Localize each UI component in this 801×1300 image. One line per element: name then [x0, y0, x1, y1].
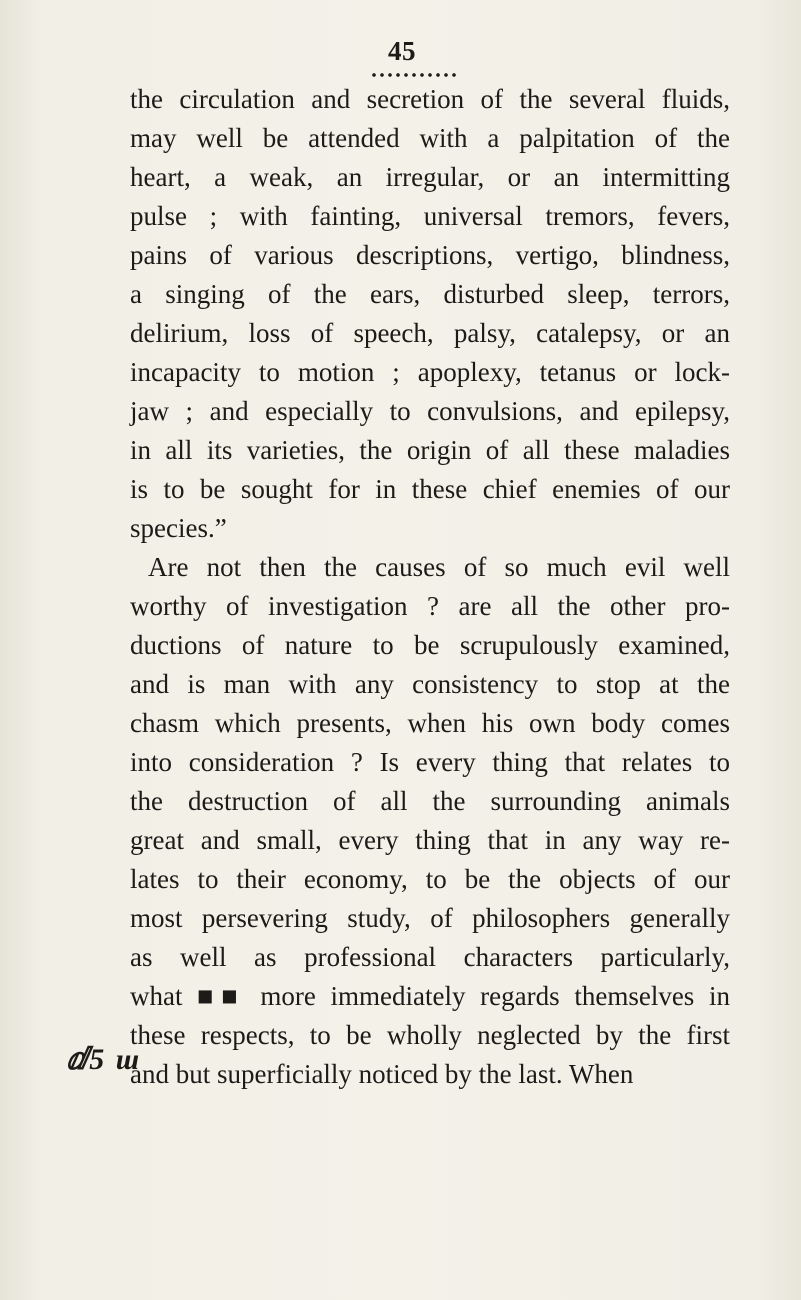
text-line: the circulation and secretion of the several fluids, — [130, 84, 730, 114]
text-line: what ■■ more immediately regards themselves in — [130, 981, 730, 1011]
text-line: pains of various descriptions, vertigo, blindness, — [130, 240, 730, 270]
text-line: worthy of investigation ? are all the other pro- — [130, 591, 730, 621]
text-line: chasm which presents, when his own body comes — [130, 708, 730, 738]
text-line: species.” — [130, 513, 227, 543]
text-line: as well as professional characters particularly, — [130, 942, 730, 972]
text-line-paragraph-start: Are not then the causes of so much evil well — [148, 552, 730, 582]
margin-mark: ⅆ5 ɯ — [66, 1043, 142, 1076]
page-number: 45 — [388, 36, 416, 66]
text-line: the destruction of all the surrounding animals — [130, 786, 730, 816]
text-line: a singing of the ears, disturbed sleep, terrors, — [130, 279, 730, 309]
text-line: ductions of nature to be scrupulously examined, — [130, 630, 730, 660]
text-line: these respects, to be wholly neglected by the first — [130, 1020, 730, 1050]
text-line: and but superficially noticed by the last. When — [130, 1059, 634, 1089]
text-line: pulse ; with fainting, universal tremors, fevers, — [130, 201, 730, 231]
text-line: incapacity to motion ; apoplexy, tetanus or lock- — [130, 357, 730, 387]
text-line: lates to their economy, to be the objects of our — [130, 864, 730, 894]
ornamental-rule — [370, 72, 458, 78]
text-line: heart, a weak, an irregular, or an intermitting — [130, 162, 730, 192]
text-line: delirium, loss of speech, palsy, catalepsy, or an — [130, 318, 730, 348]
text-line: is to be sought for in these chief enemies of our — [130, 474, 730, 504]
text-line: and is man with any consistency to stop at the — [130, 669, 730, 699]
text-line: may well be attended with a palpitation of the — [130, 123, 730, 153]
text-line: into consideration ? Is every thing that relates to — [130, 747, 730, 777]
body-text — [130, 80, 730, 1094]
text-line: jaw ; and especially to convulsions, and epilepsy, — [130, 396, 730, 426]
text-line: most persevering study, of philosophers generally — [130, 903, 730, 933]
text-line: great and small, every thing that in any way re- — [130, 825, 730, 855]
text-line: in all its varieties, the origin of all these maladies — [130, 435, 730, 465]
